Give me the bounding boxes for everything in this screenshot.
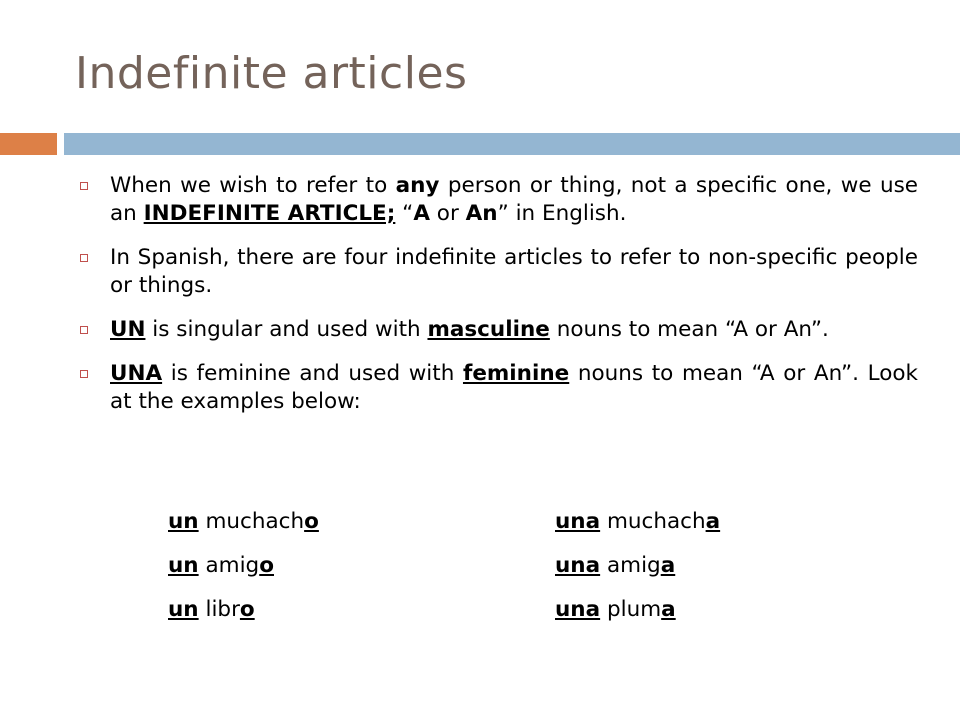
bullet-item (78, 244, 918, 300)
square-bullet-icon (80, 182, 88, 190)
square-bullet-icon (80, 326, 88, 334)
slide-title: Indefinite articles (75, 48, 468, 99)
example-masculine: un amigo (168, 553, 274, 578)
bullet-text: When we wish to refer to any person or thing, not a specific one, we use an INDEFINITE ARTICLE; “A or An” in English. (110, 173, 919, 226)
accent-bar-orange (0, 133, 57, 155)
square-bullet-icon (80, 370, 88, 378)
example-feminine: una amiga (555, 553, 676, 578)
bullet-item (78, 360, 918, 416)
example-feminine: una pluma (555, 597, 676, 622)
bullet-item (78, 316, 918, 344)
example-masculine: un libro (168, 597, 255, 622)
example-feminine: una muchacha (555, 509, 721, 534)
bullet-text: UN is singular and used with masculine nouns to mean “A or An”. (110, 317, 829, 342)
square-bullet-icon (80, 254, 88, 262)
bullet-text: In Spanish, there are four indefinite articles to refer to non-specific people or things. (110, 245, 918, 298)
bullet-item (78, 172, 918, 228)
bullet-text: UNA is feminine and used with feminine nouns to mean “A or An”. Look at the examples below: (110, 361, 918, 414)
example-masculine: un muchacho (168, 509, 319, 534)
bullet-list (78, 172, 918, 432)
accent-bar-blue (64, 133, 960, 155)
